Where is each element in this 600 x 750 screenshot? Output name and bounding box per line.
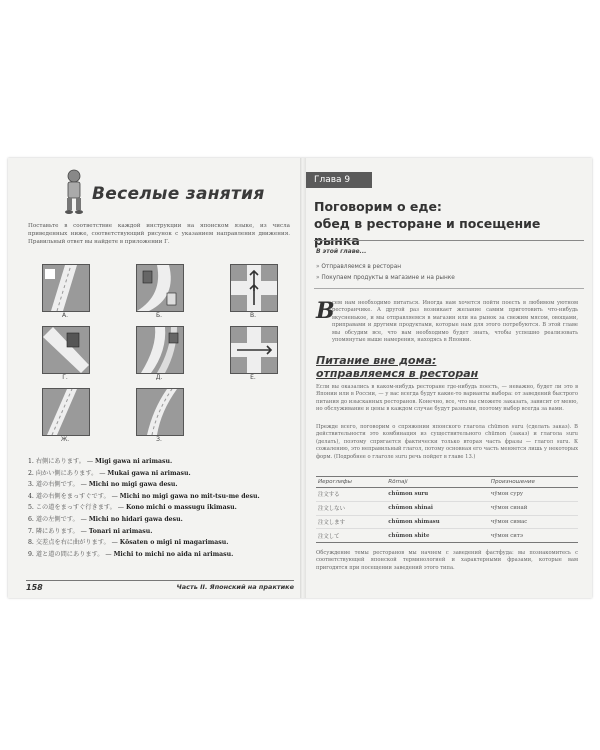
chapter-title-line-2: обед в ресторане и посещение рынка [314, 216, 541, 248]
book-spread [8, 158, 592, 598]
picture-label-g: Г. [62, 374, 68, 381]
table-header-row [316, 477, 578, 488]
left-page [8, 158, 300, 598]
direction-picture-zh [42, 388, 90, 436]
table-row [316, 488, 578, 502]
instruction-item-7: 7. 隣にあります。 — Tonari ni arimasu. [28, 527, 153, 535]
instructions-list [28, 456, 290, 560]
instruction-item-4: 4. 道の右側をまっすぐです。 — Michi no migi gawa no mit-tsu-me desu. [28, 492, 260, 500]
table-cell-kanji: 注文する [316, 488, 386, 502]
picture-label-a: А. [61, 312, 68, 319]
direction-picture-a [42, 264, 90, 312]
section-heading-line-2: отправляемся в ресторан [316, 367, 479, 380]
direction-picture-e [230, 326, 278, 374]
chapter-intro-paragraph: сем нам необходимо питаться. Иногда нам хочется пойти поесть в любимом уютном ресторанчике. А другой раз возникает желание самим приготовить что-нибудь вкусненькое, и мы отправляемся в магазин или на рынок за свежим мясом, овощами, приправами и другими продуктами, которые нам для этого потребуются. В этой главе мы обсудим все, что вам необходимо будет знать, чтобы успешно реализовать упомянутые выше намерения, находясь в Японии. [332, 300, 578, 344]
divider [314, 288, 584, 289]
picture-label-d: Д. [155, 374, 163, 381]
in-chapter-heading: В этой главе... [316, 248, 367, 255]
instruction-item-5: 5. この道をまっすぐ行きます。 — Kono michi o massugu ikimasu. [28, 504, 237, 512]
table-cell-pronunciation: чӯмон суру [489, 488, 578, 502]
chapter-topics-list [316, 262, 576, 284]
chapter-topic: » Покупаем продукты в магазине и на рынке [316, 273, 576, 284]
picture-label-z: З. [156, 436, 162, 443]
table-cell-pronunciation: чӯмон симас [489, 515, 578, 529]
picture-label-b: Б. [155, 312, 163, 319]
exercise-instructions: Поставьте в соответствие каждой инструкции на японском языке, из числа приведенных ниже, соответствующий рисунок с указанием направления движения. Правильный ответ вы найдете в приложении Г. [28, 223, 290, 245]
table-cell-kanji: 注文しない [316, 501, 386, 515]
instruction-item-8: 8. 交差点を右に曲がります。 — Kōsaten o migi ni magarimasu. [28, 539, 229, 547]
table-cell-romaji: chūmon shite [386, 529, 489, 543]
direction-picture-c [230, 264, 278, 312]
table-cell-romaji: chūmon suru [386, 488, 489, 502]
chapter-title-line-1: Поговорим о еде: [314, 199, 442, 214]
picture-label-c: В. [249, 312, 257, 319]
page-number: 158 [26, 583, 43, 592]
section-heading [316, 354, 576, 380]
table-header: Произношение [489, 477, 578, 488]
instruction-item-2: 2. 向かい側にあります。 — Mukai gawa ni arimasu. [28, 469, 191, 477]
chapter-label: Глава 9 [306, 172, 372, 188]
table-row [316, 515, 578, 529]
running-footer: Часть II. Японский на практике [176, 583, 294, 591]
direction-picture-d [136, 326, 184, 374]
table-cell-romaji: chūmon shinai [386, 501, 489, 515]
section-heading-line-1: Питание вне дома: [316, 354, 437, 367]
table-row [316, 501, 578, 515]
drop-cap: В [316, 298, 335, 324]
page-title: Веселые занятия [92, 184, 265, 204]
mascot-figure-icon [62, 168, 88, 218]
table-header: Иероглифы [316, 477, 386, 488]
table-row [316, 529, 578, 543]
picture-label-zh: Ж. [60, 436, 70, 443]
conjugation-table [316, 476, 578, 543]
table-header: Rōmaji [386, 477, 489, 488]
instruction-item-6: 6. 道の左側です。 — Michi no hidari gawa desu. [28, 515, 183, 523]
direction-picture-g [42, 326, 90, 374]
chapter-title [314, 198, 584, 249]
instruction-item-3: 3. 道の右側です。 — Michi no migi gawa desu. [28, 481, 178, 489]
direction-picture-z [136, 388, 184, 436]
table-cell-romaji: chūmon shimasu [386, 515, 489, 529]
direction-picture-b [136, 264, 184, 312]
table-cell-pronunciation: чӯмон ситэ [489, 529, 578, 543]
instruction-item-1: 1. 右側にあります。 — Migi gawa ni arimasu. [28, 458, 173, 465]
chapter-topic: » Отправляемся в ресторан [316, 262, 576, 273]
table-cell-kanji: 注文して [316, 529, 386, 543]
table-cell-pronunciation: чӯмон синай [489, 501, 578, 515]
body-paragraph-3: Обсуждение темы ресторанов мы начнем с заведений фастфуда: вы познакомитесь с соответствующей японской терминологией и характерными фразами, которые вам пригодятся при посещении заведений этого типа. [316, 550, 578, 571]
table-cell-kanji: 注文します [316, 515, 386, 529]
right-page [306, 158, 592, 598]
page-footer [26, 580, 294, 592]
instruction-item-9: 9. 道と道の間にあります。 — Michi to michi no aida ni arimasu. [28, 550, 234, 558]
picture-label-e: Е. [250, 374, 256, 381]
body-paragraph-2: Прежде всего, поговорим о спряжении японского глагола chūmon suru (сделать заказ). В действительности это комбинация из существительного chūmon (заказ) и глагола suru (делать), поэтому спрягается фактически только вторая часть фразы — глагол suru. К сожалению, это неправильный глагол, потому основная его часть меняется лишь у некоторых форм. (Подробнее о глаголе suru речь пойдет в главе 13.) [316, 424, 578, 460]
body-paragraph-1: Если вы оказались в каком-нибудь ресторане где-нибудь поесть, — неважно, будет ли это в Японии или в России, — у вас всегда будут какие-то варианты выбора: от заведений быстрого питания до изысканных ресторанов. Конечно, все, что вы сможете заказать, зависит от меню, но обслуживание и цены в каждом случае будут разными, поэтому выбор всегда за вами. [316, 384, 578, 413]
divider [314, 240, 584, 241]
